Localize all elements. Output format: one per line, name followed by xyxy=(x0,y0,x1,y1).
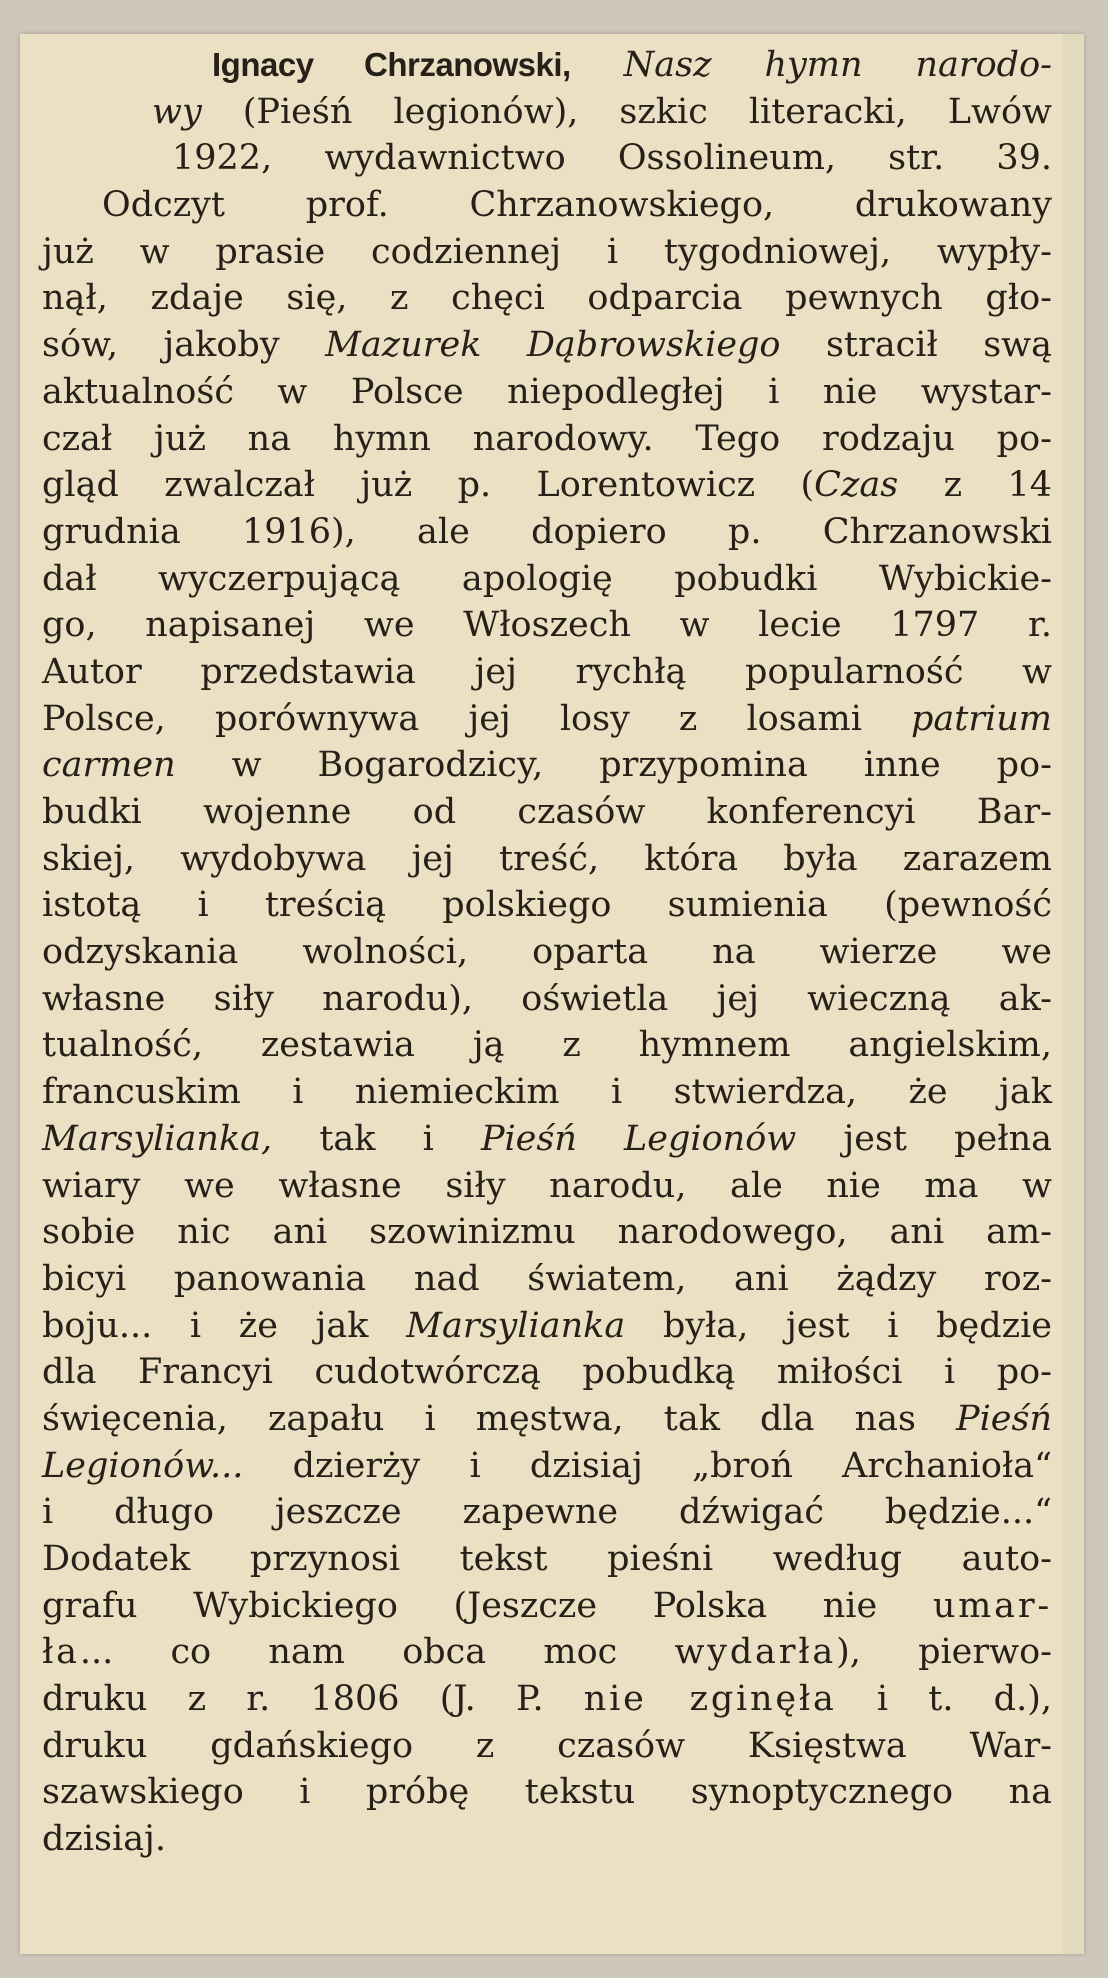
italic-text: Czas xyxy=(814,465,899,506)
article-line xyxy=(42,1723,1052,1770)
text-run: w Bogarodzicy, przypomina inne po- xyxy=(175,745,1052,786)
italic-text: carmen xyxy=(42,745,176,786)
article-line xyxy=(42,1816,1052,1863)
article-line xyxy=(42,602,1052,649)
text-run: święcenia, zapału i męstwa, tak dla nas xyxy=(42,1398,957,1439)
text-run: skiej, wydobywa jej treść, która była zarazem xyxy=(42,838,1052,879)
italic-text: Nasz hymn narodo- xyxy=(623,45,1052,85)
text-run: grudnia 1916), ale dopiero p. Chrzanowski xyxy=(42,511,1052,552)
article-line xyxy=(42,416,1052,463)
article-line xyxy=(42,229,1052,276)
article-line xyxy=(42,556,1052,603)
text-run: szawskiego i próbę tekstu synoptycznego na xyxy=(42,1772,1052,1813)
newspaper-clipping xyxy=(20,34,1084,1954)
text-run: ... co nam obca moc xyxy=(79,1632,675,1673)
article-line xyxy=(42,1536,1052,1583)
text-run: tualność, zestawia ją z hymnem angielskim, xyxy=(42,1025,1052,1066)
text-run: odzyskania wolności, oparta na wierze we xyxy=(42,932,1052,973)
article-line xyxy=(42,1256,1052,1303)
text-run: jest pełna xyxy=(796,1118,1052,1159)
article-line xyxy=(42,509,1052,556)
text-run: już w prasie codziennej i tygodniowej, wypły- xyxy=(42,231,1052,272)
text-run: i t. d.), xyxy=(836,1679,1052,1720)
text-run: gląd zwalczał już p. Lorentowicz ( xyxy=(42,465,815,506)
article-line xyxy=(42,1116,1052,1163)
text-run: Polsce, porównywa jej losy z losami xyxy=(42,698,911,739)
text-run: francuskim i niemieckim i stwierdza, że jak xyxy=(42,1072,1052,1113)
article-line xyxy=(42,1489,1052,1536)
author-name: Ignacy Chrzanowski, xyxy=(212,46,571,83)
text-run: druku gdańskiego z czasów Księstwa War- xyxy=(42,1725,1052,1766)
article-line xyxy=(42,742,1052,789)
italic-text: Mazurek Dąbrowskiego xyxy=(325,325,781,366)
text-run: z 14 xyxy=(898,465,1052,506)
article-line xyxy=(42,1396,1052,1443)
text-run: Autor przedstawia jej rychłą popularność w xyxy=(42,651,1052,692)
article-line xyxy=(42,649,1052,696)
text-run: sów, jakoby xyxy=(42,325,326,366)
article-line xyxy=(42,882,1052,929)
article-line xyxy=(42,462,1052,509)
text-run: nął, zdaje się, z chęci odparcia pewnych gło- xyxy=(42,278,1052,319)
article-line xyxy=(42,1769,1052,1816)
italic-text: Marsylianka, xyxy=(42,1118,273,1159)
text-run: własne siły narodu), oświetla jej wieczną ak- xyxy=(42,978,1052,1019)
spaced-text: ła xyxy=(42,1632,80,1673)
article-line xyxy=(42,1163,1052,1210)
article-line xyxy=(42,42,1052,89)
text-run: boju... i że jak xyxy=(42,1305,407,1346)
text-run: druku z r. 1806 (J. P. xyxy=(42,1679,584,1720)
text-run: istotą i treścią polskiego sumienia (pewność xyxy=(42,885,1052,926)
text-run: tak i xyxy=(272,1118,481,1159)
article-line xyxy=(42,135,1052,182)
italic-text: patrium xyxy=(911,698,1052,739)
article-line xyxy=(42,322,1052,369)
text-run: dzisiaj. xyxy=(42,1819,167,1860)
text-run: była, jest i będzie xyxy=(625,1305,1052,1346)
italic-text: Pieśń Legionów xyxy=(480,1118,797,1159)
text-run: budki wojenne od czasów konferencyi Bar- xyxy=(42,792,1052,832)
article-line xyxy=(42,696,1052,743)
article-line xyxy=(42,1443,1052,1490)
article-line xyxy=(42,789,1052,836)
article-text xyxy=(42,42,1052,1863)
text-run: bicyi panowania nad światem, ani żądzy roz- xyxy=(42,1258,1052,1299)
article-line xyxy=(42,1022,1052,1069)
text-run: stracił swą xyxy=(780,325,1052,366)
text-run: czał już na hymn narodowy. Tego rodzaju po- xyxy=(42,418,1052,459)
italic-text: Marsylianka xyxy=(406,1305,626,1346)
text-run: Dodatek przynosi tekst pieśni według auto- xyxy=(42,1539,1052,1579)
article-line xyxy=(42,1349,1052,1396)
text-run: i długo jeszcze zapewne dźwigać będzie...“ xyxy=(42,1492,1052,1533)
italic-text: Legionów... xyxy=(42,1445,244,1486)
article-line xyxy=(42,1583,1052,1630)
text-run: ), pierwo- xyxy=(836,1632,1052,1673)
article-line xyxy=(42,1676,1052,1723)
spaced-text: nie zginęła xyxy=(583,1679,837,1720)
italic-text: Pieśń xyxy=(956,1398,1052,1439)
spaced-text: umar- xyxy=(932,1585,1052,1626)
text-run: wiary we własne siły narodu, ale nie ma w xyxy=(42,1165,1052,1206)
article-line xyxy=(42,836,1052,883)
article-line xyxy=(42,89,1052,136)
text-run: 1922, wydawnictwo Ossolineum, str. 39. xyxy=(172,138,1052,179)
text-run: dał wyczerpującą apologię pobudki Wybickie- xyxy=(42,558,1052,599)
text-run: sobie nic ani szowinizmu narodowego, ani am- xyxy=(42,1212,1052,1253)
article-line xyxy=(42,1209,1052,1256)
text-run: go, napisanej we Włoszech w lecie 1797 r. xyxy=(42,605,1052,646)
article-line xyxy=(42,369,1052,416)
text-run: dla Francyi cudotwórczą pobudką miłości i po- xyxy=(42,1352,1052,1393)
article-line xyxy=(42,1629,1052,1676)
article-line xyxy=(42,182,1052,229)
article-line xyxy=(42,275,1052,322)
article-line xyxy=(42,1303,1052,1350)
article-line xyxy=(42,1069,1052,1116)
text-run: dzierży i dzisiaj „broń Archanioła“ xyxy=(243,1445,1052,1486)
text-run: aktualność w Polsce niepodległej i nie wystar- xyxy=(42,371,1052,412)
article-line xyxy=(42,976,1052,1023)
text-run: (Pieśń legionów), szkic literacki, Lwów xyxy=(201,91,1052,132)
text-run: Odczyt prof. Chrzanowskiego, drukowany xyxy=(102,185,1052,226)
text-run: grafu Wybickiego (Jeszcze Polska nie xyxy=(42,1585,933,1626)
spaced-text: wydarła xyxy=(674,1632,837,1673)
italic-text: wy xyxy=(152,91,202,132)
article-line xyxy=(42,929,1052,976)
